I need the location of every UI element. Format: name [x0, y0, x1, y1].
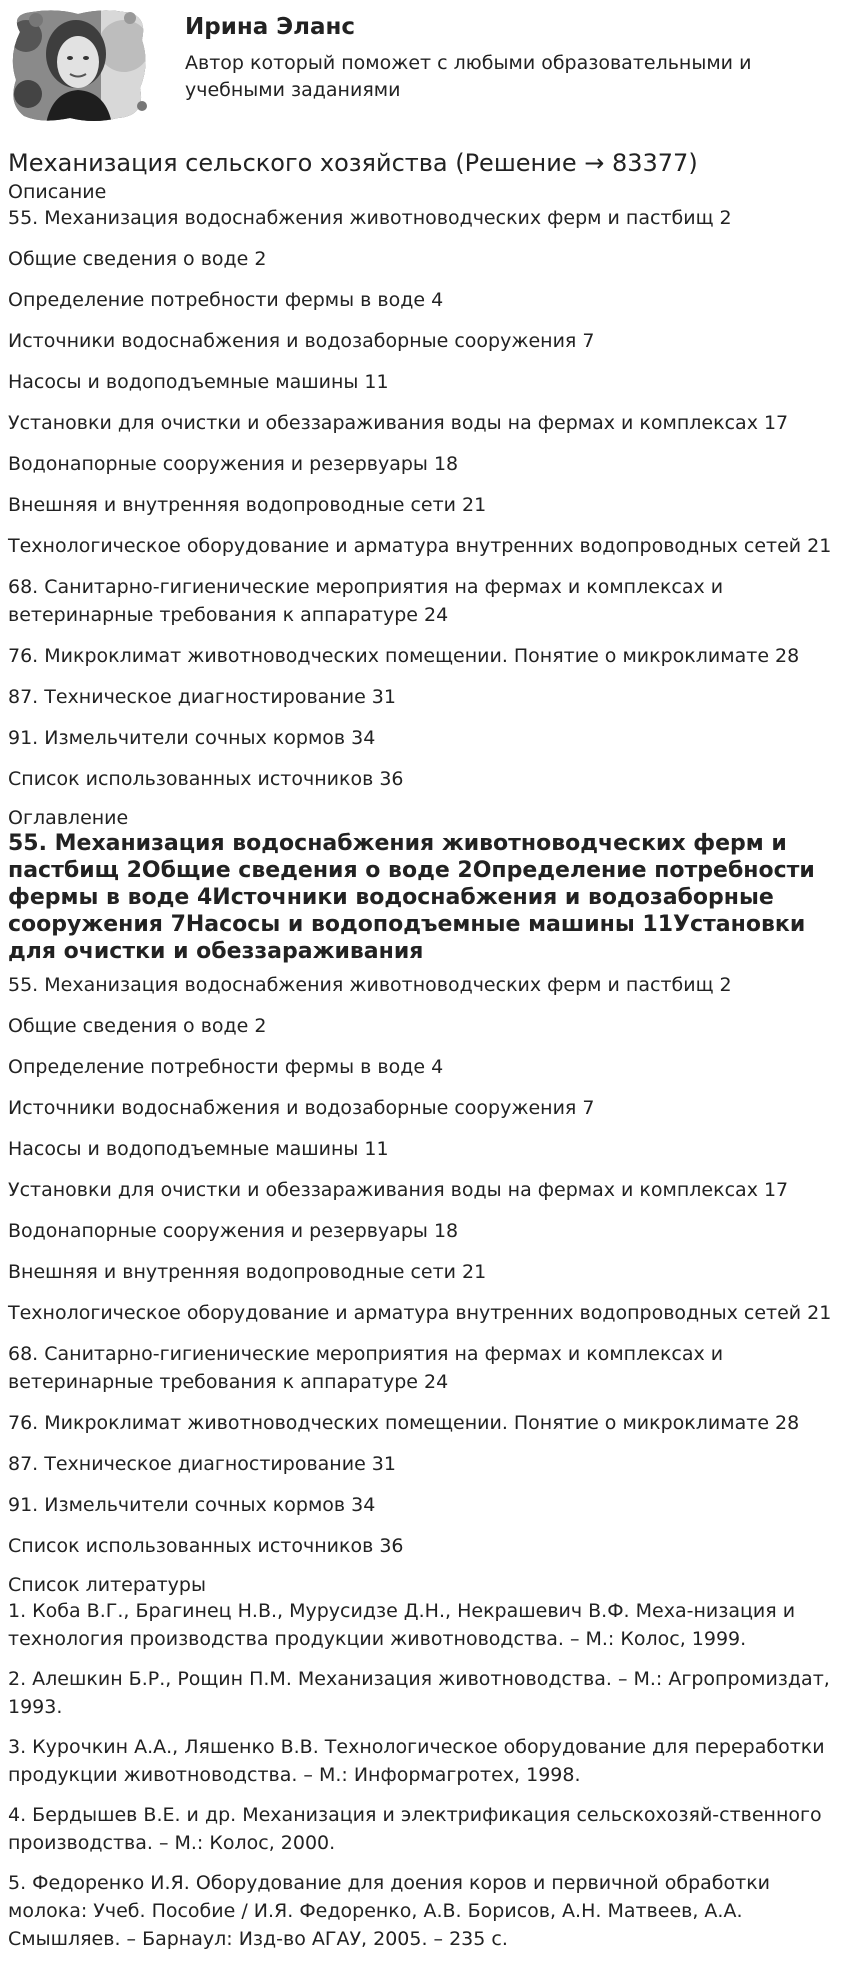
- author-name[interactable]: Ирина Эланс: [185, 14, 356, 40]
- author-card: [0, 0, 847, 130]
- toc-item: Общие сведения о воде 2: [8, 1015, 267, 1037]
- literature-item: 2. Алешкин Б.Р., Рощин П.М. Механизация животноводства. – М.: Агропромиздат, 1993.: [8, 1668, 830, 1718]
- description-item: Водонапорные сооружения и резервуары 18: [8, 453, 459, 475]
- document-title: Механизация сельского хозяйства (Решение → 83377): [8, 149, 698, 177]
- toc-item: 87. Техническое диагностирование 31: [8, 1453, 396, 1475]
- description-item: Установки для очистки и обеззараживания воды на фермах и комплексах 17: [8, 412, 789, 434]
- toc-item: Насосы и водоподъемные машины 11: [8, 1138, 389, 1160]
- avatar[interactable]: [6, 6, 151, 124]
- description-item: Насосы и водоподъемные машины 11: [8, 371, 389, 393]
- description-item: 76. Микроклимат животноводческих помещении. Понятие о микроклимате 28: [8, 645, 800, 667]
- toc-item: 68. Санитарно-гигиенические мероприятия на фермах и комплексах и ветеринарные требования к аппаратуре 24: [8, 1343, 724, 1393]
- literature-item: 4. Бердышев В.Е. и др. Механизация и электрификация сельскохозяй-ственного производства. – М.: Колос, 2000.: [8, 1804, 822, 1854]
- literature-item: 1. Коба В.Г., Брагинец Н.В., Мурусидзе Д.Н., Некрашевич В.Ф. Меха-низация и технология производства продукции животноводства. – М.: Колос, 1999.: [8, 1600, 796, 1650]
- toc-label: Оглавление: [8, 807, 129, 829]
- literature-label: Список литературы: [8, 1574, 206, 1596]
- description-item: 55. Механизация водоснабжения животноводческих ферм и пастбищ 2: [8, 207, 732, 229]
- toc-heading: 55. Механизация водоснабжения животноводческих ферм и пастбищ 2Общие сведения о воде 2Определение потребности фермы в воде 4Источники водоснабжения и водозаборные сооружения 7Насосы и водоподъемные машины 11Установки для очистки и обеззараживания: [8, 831, 815, 964]
- description-item: Источники водоснабжения и водозаборные сооружения 7: [8, 330, 595, 352]
- toc-list: [8, 971, 843, 1560]
- literature-item: 3. Курочкин А.А., Ляшенко В.В. Технологическое оборудование для переработки продукции животноводства. – М.: Информагротех, 1998.: [8, 1736, 825, 1786]
- toc-item: Технологическое оборудование и арматура внутренних водопроводных сетей 21: [8, 1302, 832, 1324]
- toc-item: Источники водоснабжения и водозаборные сооружения 7: [8, 1097, 595, 1119]
- description-item: 68. Санитарно-гигиенические мероприятия на фермах и комплексах и ветеринарные требования к аппаратуре 24: [8, 576, 724, 626]
- toc-item: Список использованных источников 36: [8, 1535, 404, 1557]
- description-item: Определение потребности фермы в воде 4: [8, 289, 444, 311]
- toc-item: Водонапорные сооружения и резервуары 18: [8, 1220, 459, 1242]
- toc-item: 76. Микроклимат животноводческих помещении. Понятие о микроклимате 28: [8, 1412, 800, 1434]
- literature-list: [8, 1597, 843, 1953]
- author-description: Автор который поможет с любыми образовательными и учебными заданиями: [185, 52, 752, 101]
- description-item: 91. Измельчители сочных кормов 34: [8, 727, 376, 749]
- description-item: Внешняя и внутренняя водопроводные сети 21: [8, 494, 487, 516]
- description-item: Технологическое оборудование и арматура внутренних водопроводных сетей 21: [8, 535, 832, 557]
- author-photo-icon: [6, 6, 151, 124]
- toc-item: 91. Измельчители сочных кормов 34: [8, 1494, 376, 1516]
- description-list: [8, 204, 843, 793]
- toc-item: Внешняя и внутренняя водопроводные сети 21: [8, 1261, 487, 1283]
- description-item: Список использованных источников 36: [8, 768, 404, 790]
- document-content: [8, 146, 843, 1965]
- toc-item: Установки для очистки и обеззараживания воды на фермах и комплексах 17: [8, 1179, 789, 1201]
- description-item: Общие сведения о воде 2: [8, 248, 267, 270]
- literature-item: 5. Федоренко И.Я. Оборудование для доения коров и первичной обработки молока: Учеб. Пособие / И.Я. Федоренко, А.В. Борисов, А.Н. Матвеев, А.А. Смышляев. – Барнаул: Изд-во АГАУ, 2005. – 235 с.: [8, 1872, 771, 1950]
- description-label: Описание: [8, 181, 107, 203]
- toc-item: 55. Механизация водоснабжения животноводческих ферм и пастбищ 2: [8, 974, 732, 996]
- toc-item: Определение потребности фермы в воде 4: [8, 1056, 444, 1078]
- description-item: 87. Техническое диагностирование 31: [8, 686, 396, 708]
